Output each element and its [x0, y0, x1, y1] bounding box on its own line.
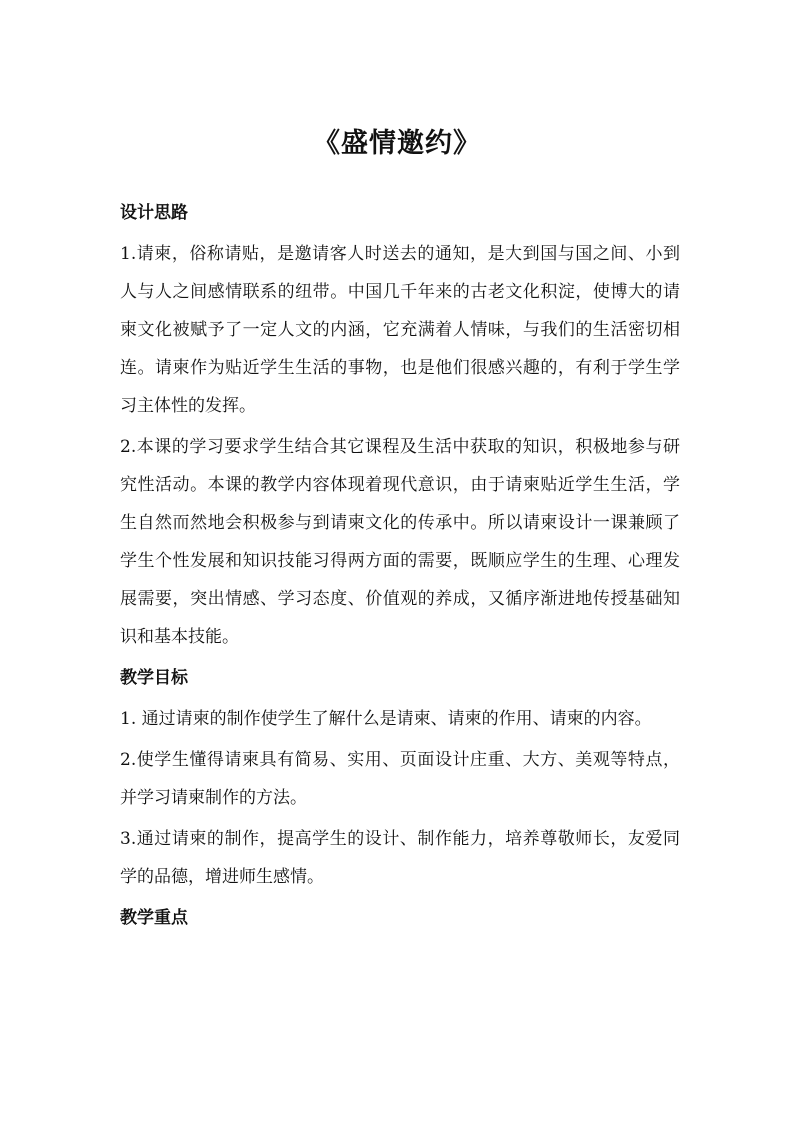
teaching-goal-paragraph-2: 2.使学生懂得请柬具有简易、实用、页面设计庄重、大方、美观等特点，并学习请柬制作的方法。: [120, 750, 680, 808]
section-heading-design-idea: 设计思路: [120, 203, 188, 223]
teaching-goal-paragraph-1: 1. 通过请柬的制作使学生了解什么是请柬、请柬的作用、请柬的内容。: [120, 709, 652, 729]
section-heading-teaching-goals: 教学目标: [120, 668, 188, 688]
design-idea-paragraph-1: 1.请柬，俗称请贴，是邀请客人时送去的通知，是大到国与国之间、小到人与人之间感情联系的纽带。中国几千年来的古老文化积淀，使博大的请柬文化被赋予了一定人文的内涵，它充满着人情味，与我们的生活密切相连。请柬作为贴近学生生活的事物，也是他们很感兴趣的，有利于学生学习主体性的发挥。: [120, 244, 680, 416]
design-idea-paragraph-2: 2.本课的学习要求学生结合其它课程及生活中获取的知识，积极地参与研究性活动。本课的教学内容体现着现代意识，由于请柬贴近学生生活，学生自然而然地会积极参与到请柬文化的传承中。所以请柬设计一课兼顾了学生个性发展和知识技能习得两方面的需要，既顺应学生的生理、心理发展需要，突出情感、学习态度、价值观的养成，又循序渐进地传授基础知识和基本技能。: [120, 437, 680, 647]
teaching-goal-paragraph-3: 3.通过请柬的制作，提高学生的设计、制作能力，培养尊敬师长，友爱同学的品德，增进师生感情。: [120, 829, 680, 887]
document-title: 《盛情邀约》: [313, 128, 481, 159]
document-body: [120, 194, 680, 940]
section-heading-teaching-focus: 教学重点: [120, 908, 188, 928]
